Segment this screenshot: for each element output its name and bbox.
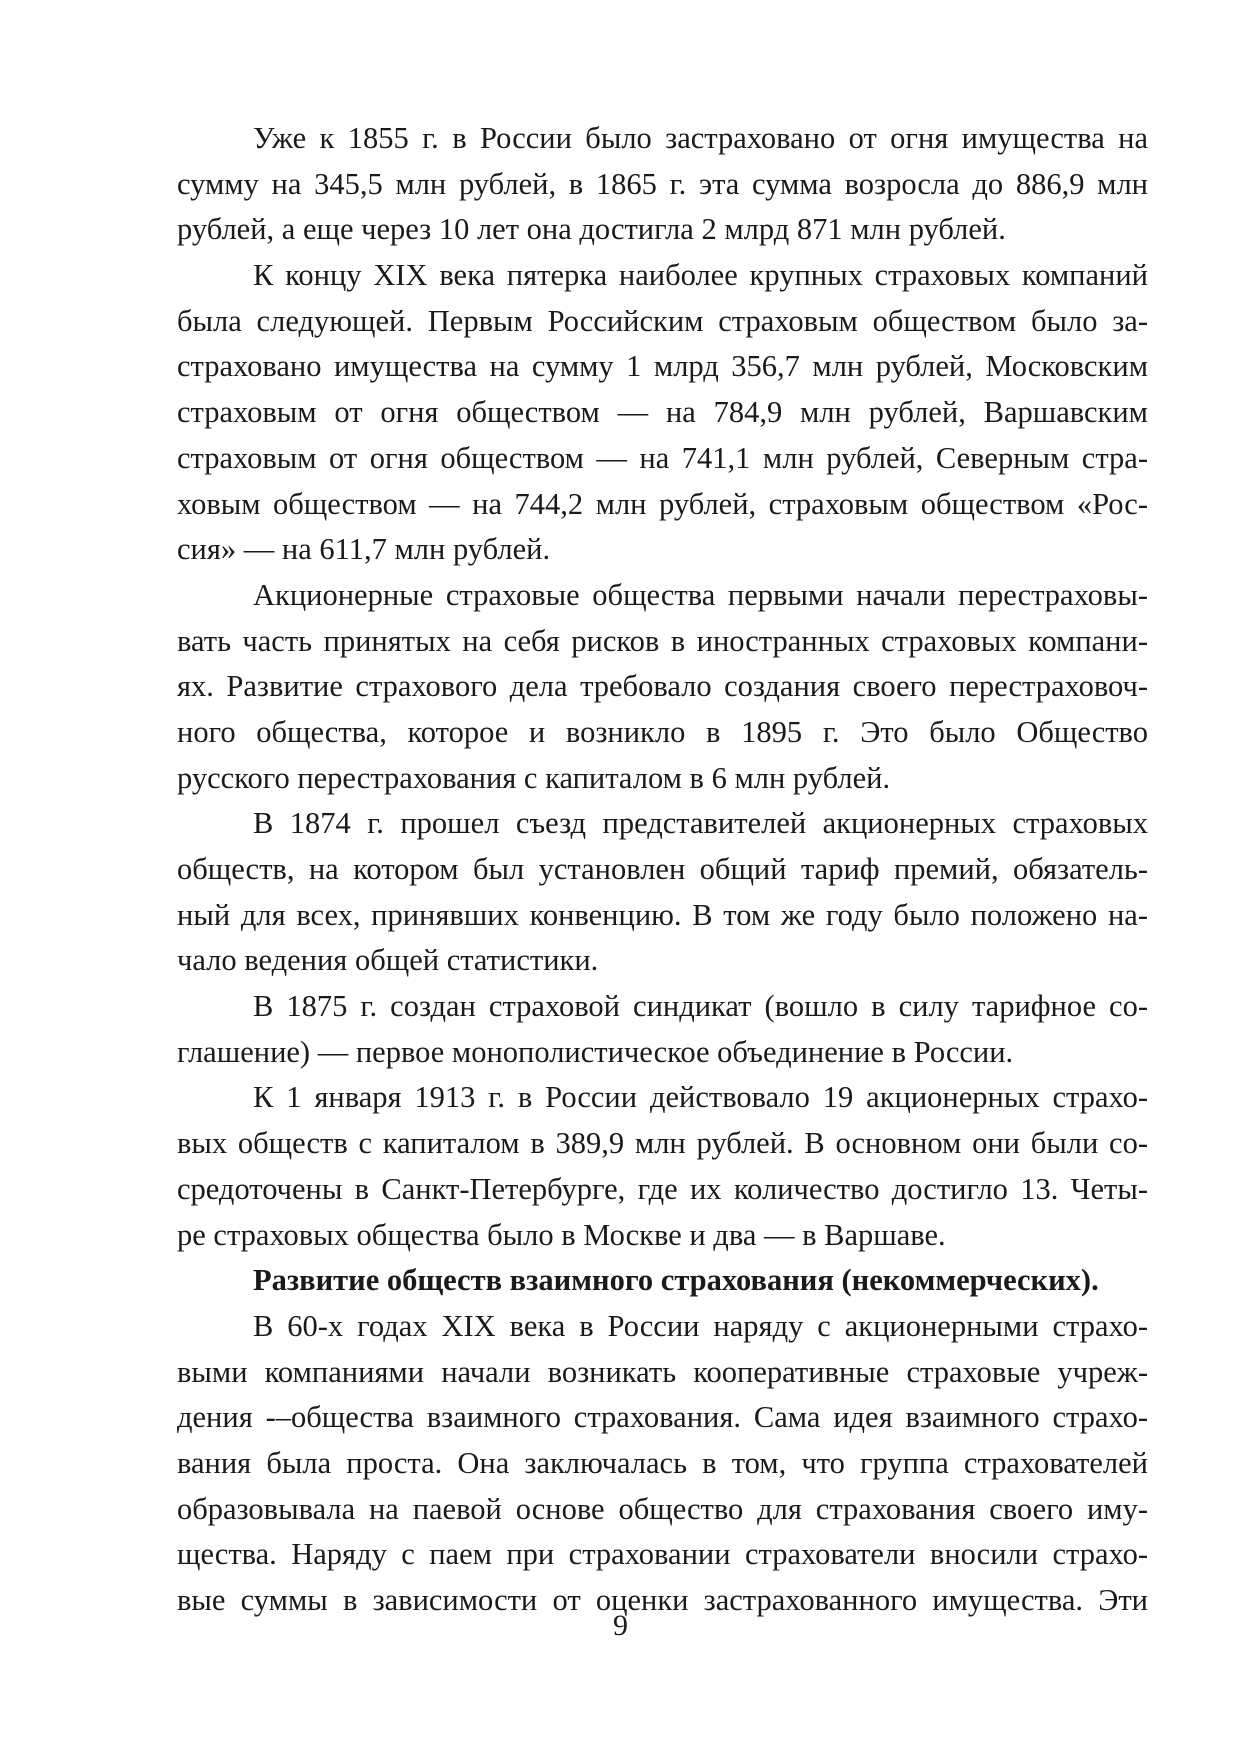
text-line: вых обществ с капиталом в 389,9 млн рублей. В основном они были со- (177, 1126, 1148, 1161)
text-line: вать часть принятых на себя рисков в иностранных страховых компани- (177, 623, 1148, 658)
text-line: русского перестрахования с капиталом в 6 млн рублей. (177, 760, 891, 795)
text-line: вания была проста. Она заключалась в том, что группа страхователей (177, 1445, 1148, 1480)
text-line: Уже к 1855 г. в России было застраховано от огня имущества на (253, 121, 1148, 155)
text-line: страховым от огня обществом — на 741,1 млн рублей, Северным стра- (177, 440, 1148, 475)
section-heading: Развитие обществ взаимного страхования (некоммерческих). (253, 1263, 1099, 1298)
text-line: В 60-х годах XIX века в России наряду с акционерными страхо- (253, 1308, 1148, 1343)
body-text (177, 116, 1148, 1624)
text-line: ховым обществом — на 744,2 млн рублей, страховым обществом «Рос- (177, 486, 1148, 521)
text-line: страховано имущества на сумму 1 млрд 356,7 млн рублей, Московским (177, 349, 1148, 384)
text-line: рублей, а еще через 10 лет она достигла 2 млрд 871 млн рублей. (177, 212, 1006, 247)
text-line: страховым от огня обществом — на 784,9 млн рублей, Варшавским (177, 395, 1148, 430)
text-line: В 1875 г. создан страховой синдикат (вошло в силу тарифное со- (253, 989, 1148, 1024)
text-line: ного общества, которое и возникло в 1895 г. Это было Общество (177, 714, 1148, 749)
text-line: сия» — на 611,7 млн рублей. (177, 532, 551, 567)
text-line: была следующей. Первым Российским страховым обществом было за- (177, 303, 1148, 338)
text-line: щества. Наряду с паем при страховании страхователи вносили страхо- (177, 1537, 1148, 1572)
text-line: образовывала на паевой основе общество для страхования своего иму- (177, 1491, 1148, 1526)
text-line: В 1874 г. прошел съезд представителей акционерных страховых (253, 806, 1148, 841)
text-line: выми компаниями начали возникать кооперативные страховые учреж- (177, 1354, 1148, 1389)
text-line: К 1 января 1913 г. в России действовало 19 акционерных страхо- (253, 1080, 1148, 1115)
text-line: глашение) — первое монополистическое объединение в России. (177, 1034, 1014, 1069)
text-line: обществ, на котором был установлен общий тариф премий, обязатель- (177, 852, 1148, 886)
text-line: вые суммы в зависимости от оценки застрахованного имущества. Эти (177, 1583, 1148, 1617)
text-line: сумму на 345,5 млн рублей, в 1865 г. эта сумма возросла до 886,9 млн (177, 166, 1148, 201)
text-line: средоточены в Санкт-Петербурге, где их количество достигло 13. Четы- (177, 1171, 1148, 1206)
text-line: ре страховых общества было в Москве и два — в Варшаве. (177, 1217, 946, 1252)
text-line: Акционерные страховые общества первыми начали перестраховы- (253, 577, 1148, 612)
text-line: ях. Развитие страхового дела требовало создания своего перестраховоч- (177, 669, 1148, 704)
page-number: 9 (613, 1609, 628, 1642)
text-line: чало ведения общей статистики. (177, 943, 599, 978)
text-line: дения -–общества взаимного страхования. Сама идея взаимного страхо- (177, 1400, 1148, 1435)
text-line: ный для всех, принявших конвенцию. В том же году было положено на- (177, 897, 1148, 932)
text-line: К концу XIX века пятерка наиболее крупных страховых компаний (253, 258, 1148, 293)
